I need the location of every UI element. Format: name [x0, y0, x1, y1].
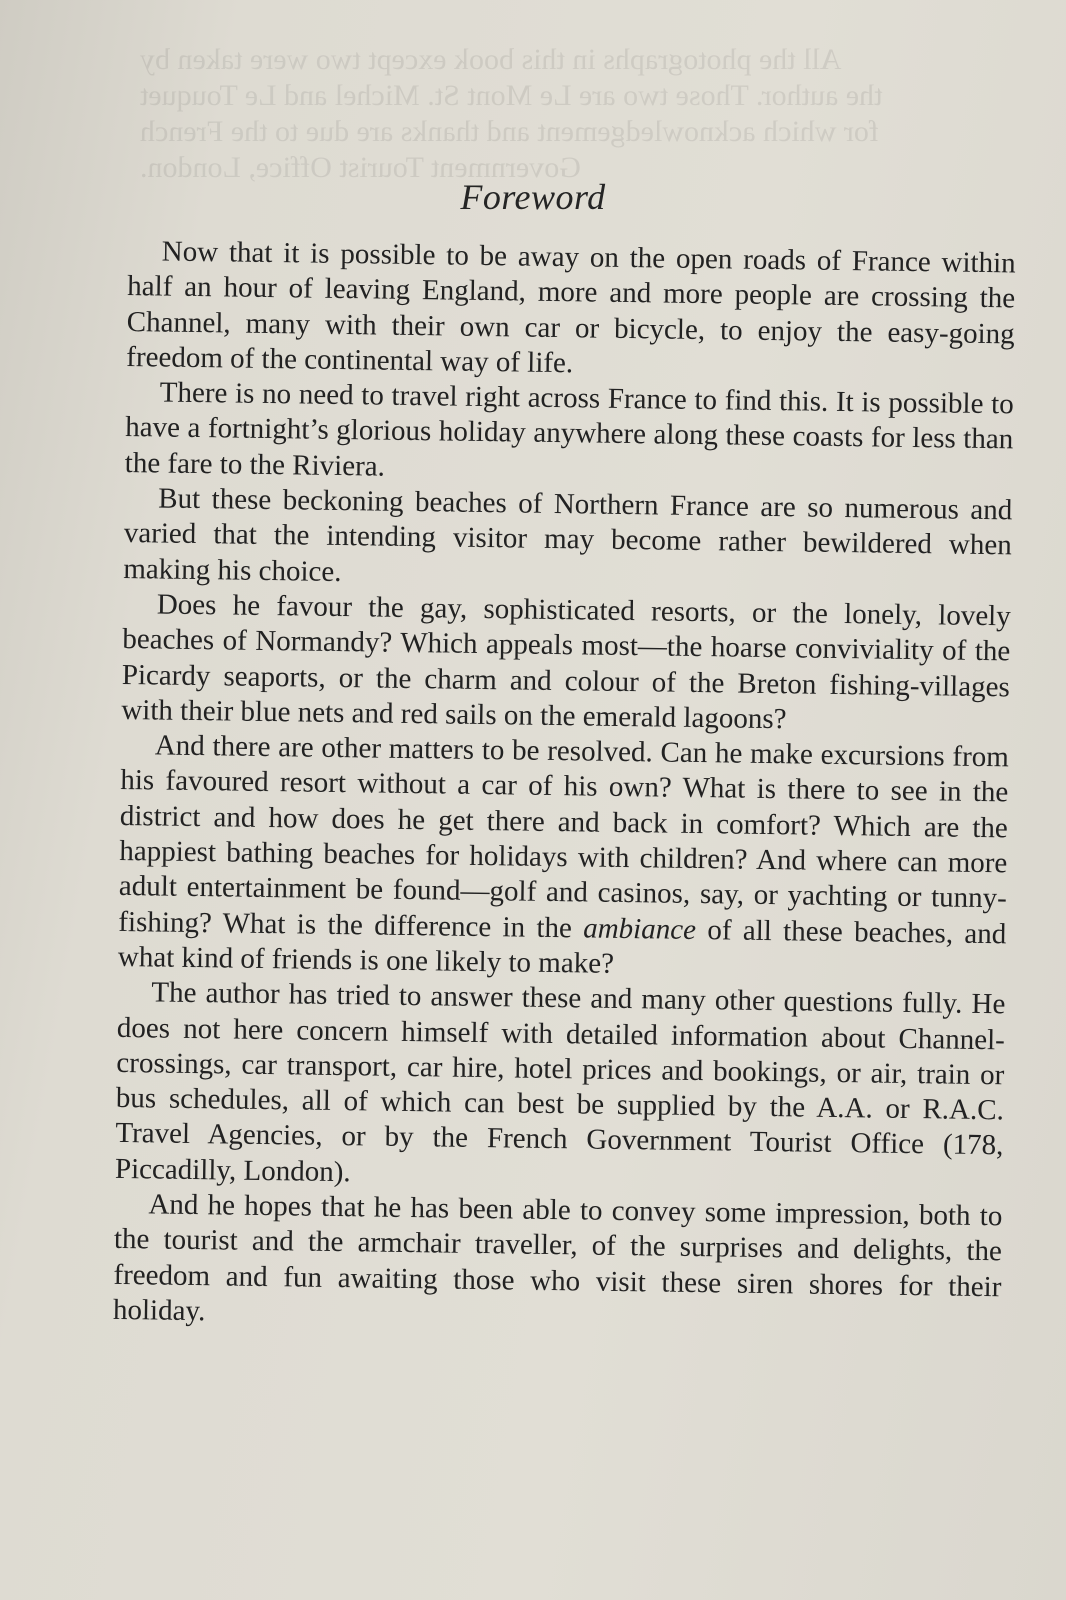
paragraph-5-end: of all these beaches, and what kind of friends is one likely to make?: [117, 913, 1007, 980]
italic-word: ambiance: [583, 912, 697, 946]
paragraph-7: And he hopes that he has been able to convey some impression, both to the tourist and the armchair traveller, of the surprises and delights, the freedom and fun awaiting those who visit these siren shores for their holiday.: [112, 1188, 1003, 1328]
paragraph-4: Does he favour the gay, sophisticated resorts, or the lonely, lovely beaches of Normandy? Which appeals most—the hoarse conviviality of the Picardy seaports, or the charm and colour of the Breton fishing-villages with their blue nets and red sails on the emerald lagoons?: [121, 588, 1011, 736]
chapter-heading: Foreword: [460, 177, 606, 217]
bleed-through-text: All the photographs in this book except two were taken by the author. Those two are Le Mont St. Michel and Le Touquet for which acknowledgement and thanks are due to the French Government Tourist Office, London.: [140, 43, 883, 184]
paragraph-3: But these beckoning beaches of Northern France are so numerous and varied that the intending visitor may become rather bewildered when making his choice.: [123, 482, 1013, 588]
paragraph-6: The author has tried to answer these and many other questions fully. He does not here concern himself with detailed information about Channel-crossings, car transport, car hire, hotel prices and bookings, or air, train or bus schedules, all of which can best be supplied by the A.A. or R.A.C. Travel Agencies, or by the French Government Tourist Office (178, Piccadilly, London).: [114, 976, 1006, 1188]
paragraph-5: [118, 728, 1009, 987]
paragraph-2: There is no need to travel right across France to find this. It is possible to have a fortnight’s glorious holiday anywhere along these coasts for less than the fare to the Riviera.: [124, 376, 1014, 483]
foreword-body: [113, 234, 1016, 1340]
paragraph-1: Now that it is possible to be away on the open roads of France within half an hour of leaving England, more and more people are crossing the Channel, many with their own car or bicycle, to enjoy the easy-going freedom of the continental way of life.: [126, 235, 1016, 380]
paragraph-5-start: And there are other matters to be resolved. Can he make excursions from his favoured resort without a car of his own? What is there to see in the district and how does he get there and back in comfort? Which are the happiest bathing beaches for holidays with children? And where can more adult entertainment be found—golf and casinos, say, or yachting or tunny-fishing? What is the difference in the: [118, 729, 1010, 945]
